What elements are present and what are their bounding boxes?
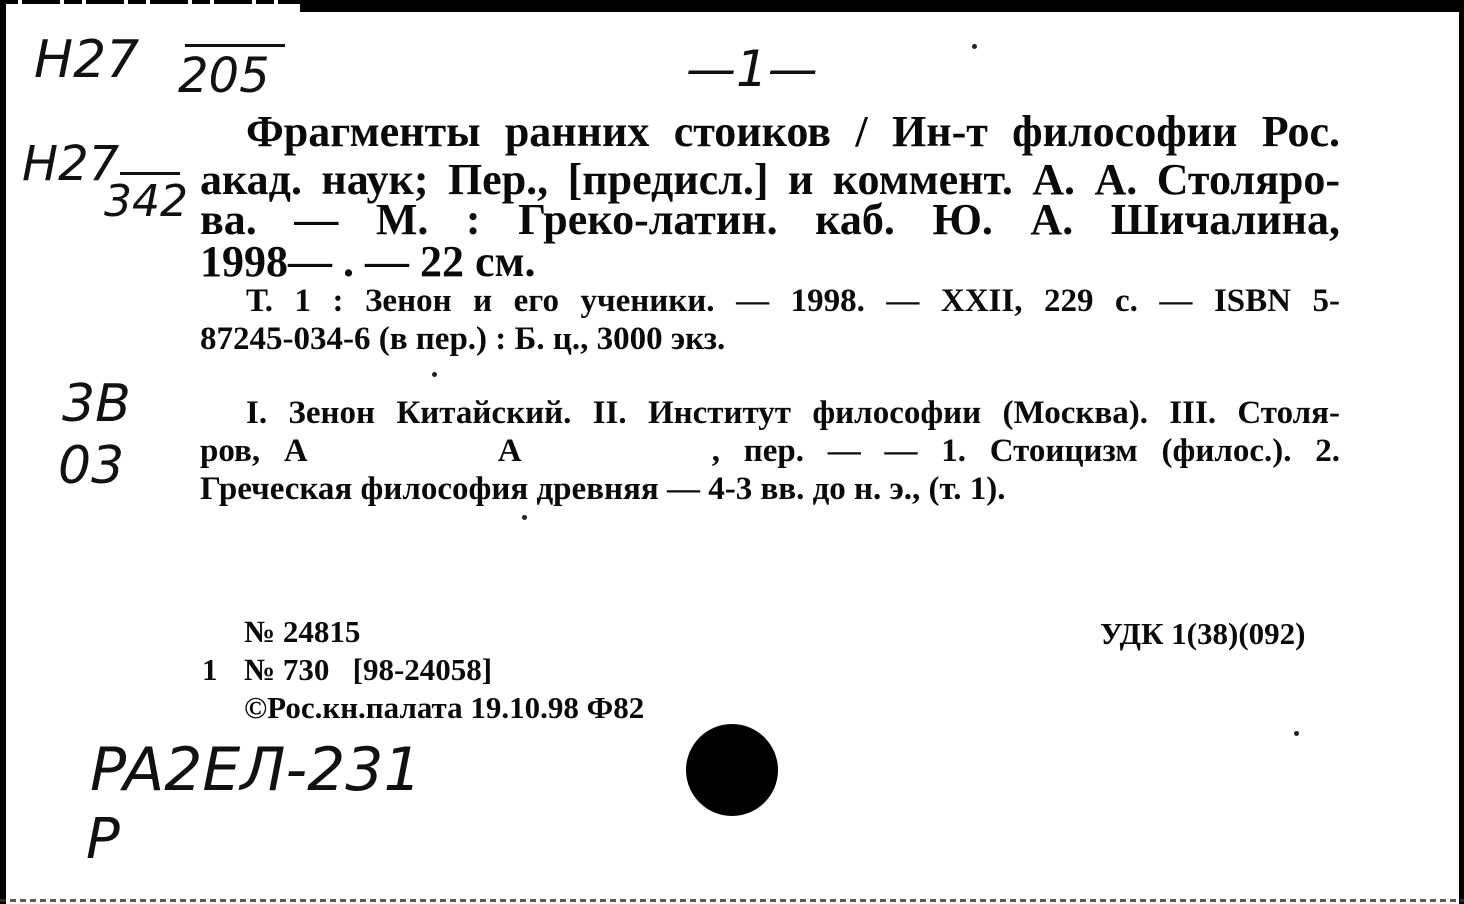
footer-prefix-2: 1 xyxy=(202,652,218,687)
footer-udk: УДК 1(38)(092) xyxy=(1100,616,1306,651)
handwritten-bottom-code: PA2EЛ-231 xyxy=(90,735,422,805)
punch-hole xyxy=(686,724,778,816)
handwritten-call-number-bar xyxy=(120,172,180,175)
handwritten-call-number: Н27 xyxy=(22,136,120,192)
scan-speck xyxy=(432,372,437,377)
scan-border-left xyxy=(0,0,6,904)
handwritten-bottom-letter: P xyxy=(86,807,120,872)
scan-speck xyxy=(1294,731,1299,736)
record-title-line-2: акад. наук; Пер., [предисл.] и коммент. А. А. Столяро- xyxy=(200,155,1340,204)
handwritten-overbar xyxy=(185,44,285,47)
record-title-line-1: Фрагменты ранних стоиков / Ин-т философии Рос. xyxy=(246,107,1340,156)
record-tracing-line-3: Греческая философия древняя — 4-3 вв. до н. э., (т. 1). xyxy=(200,471,1006,507)
handwritten-mark-3v: 3В xyxy=(62,374,131,434)
record-tracing-line-1: I. Зенон Китайский. II. Институт философии (Москва). III. Столя- xyxy=(246,395,1340,431)
handwritten-number-top: 205 xyxy=(178,48,270,104)
record-volume-line-1: Т. 1 : Зенон и его ученики. — 1998. — XXII, 229 с. — ISBN 5- xyxy=(246,283,1340,319)
scan-border-bottom xyxy=(0,899,1464,902)
scan-border-top-right xyxy=(300,0,1464,12)
handwritten-mark-03: 03 xyxy=(58,436,125,496)
record-tracing-line-2: ров, А А , пер. — — 1. Стоицизм (филос.). 2. xyxy=(200,433,1340,469)
footer-number-2: № 730 [98-24058] xyxy=(244,652,493,687)
footer-number-1: № 24815 xyxy=(244,614,361,649)
record-volume-line-2: 87245-034-6 (в пер.) : Б. ц., 3000 экз. xyxy=(200,321,726,357)
scan-speck xyxy=(972,44,977,49)
handwritten-page-mark: —1— xyxy=(686,40,818,98)
handwritten-call-number-sub: 342 xyxy=(104,176,188,227)
handwritten-shelfmark-top: Н27 xyxy=(34,30,140,90)
record-title-line-3: ва. — М. : Греко-латин. каб. Ю. А. Шичалина, xyxy=(200,195,1340,244)
scan-border-right xyxy=(1459,0,1464,904)
footer-book-chamber: ©Рос.кн.палата 19.10.98 Ф82 xyxy=(244,690,645,725)
scan-speck xyxy=(522,515,527,520)
record-title-line-4: 1998— . — 22 см. xyxy=(200,237,536,286)
